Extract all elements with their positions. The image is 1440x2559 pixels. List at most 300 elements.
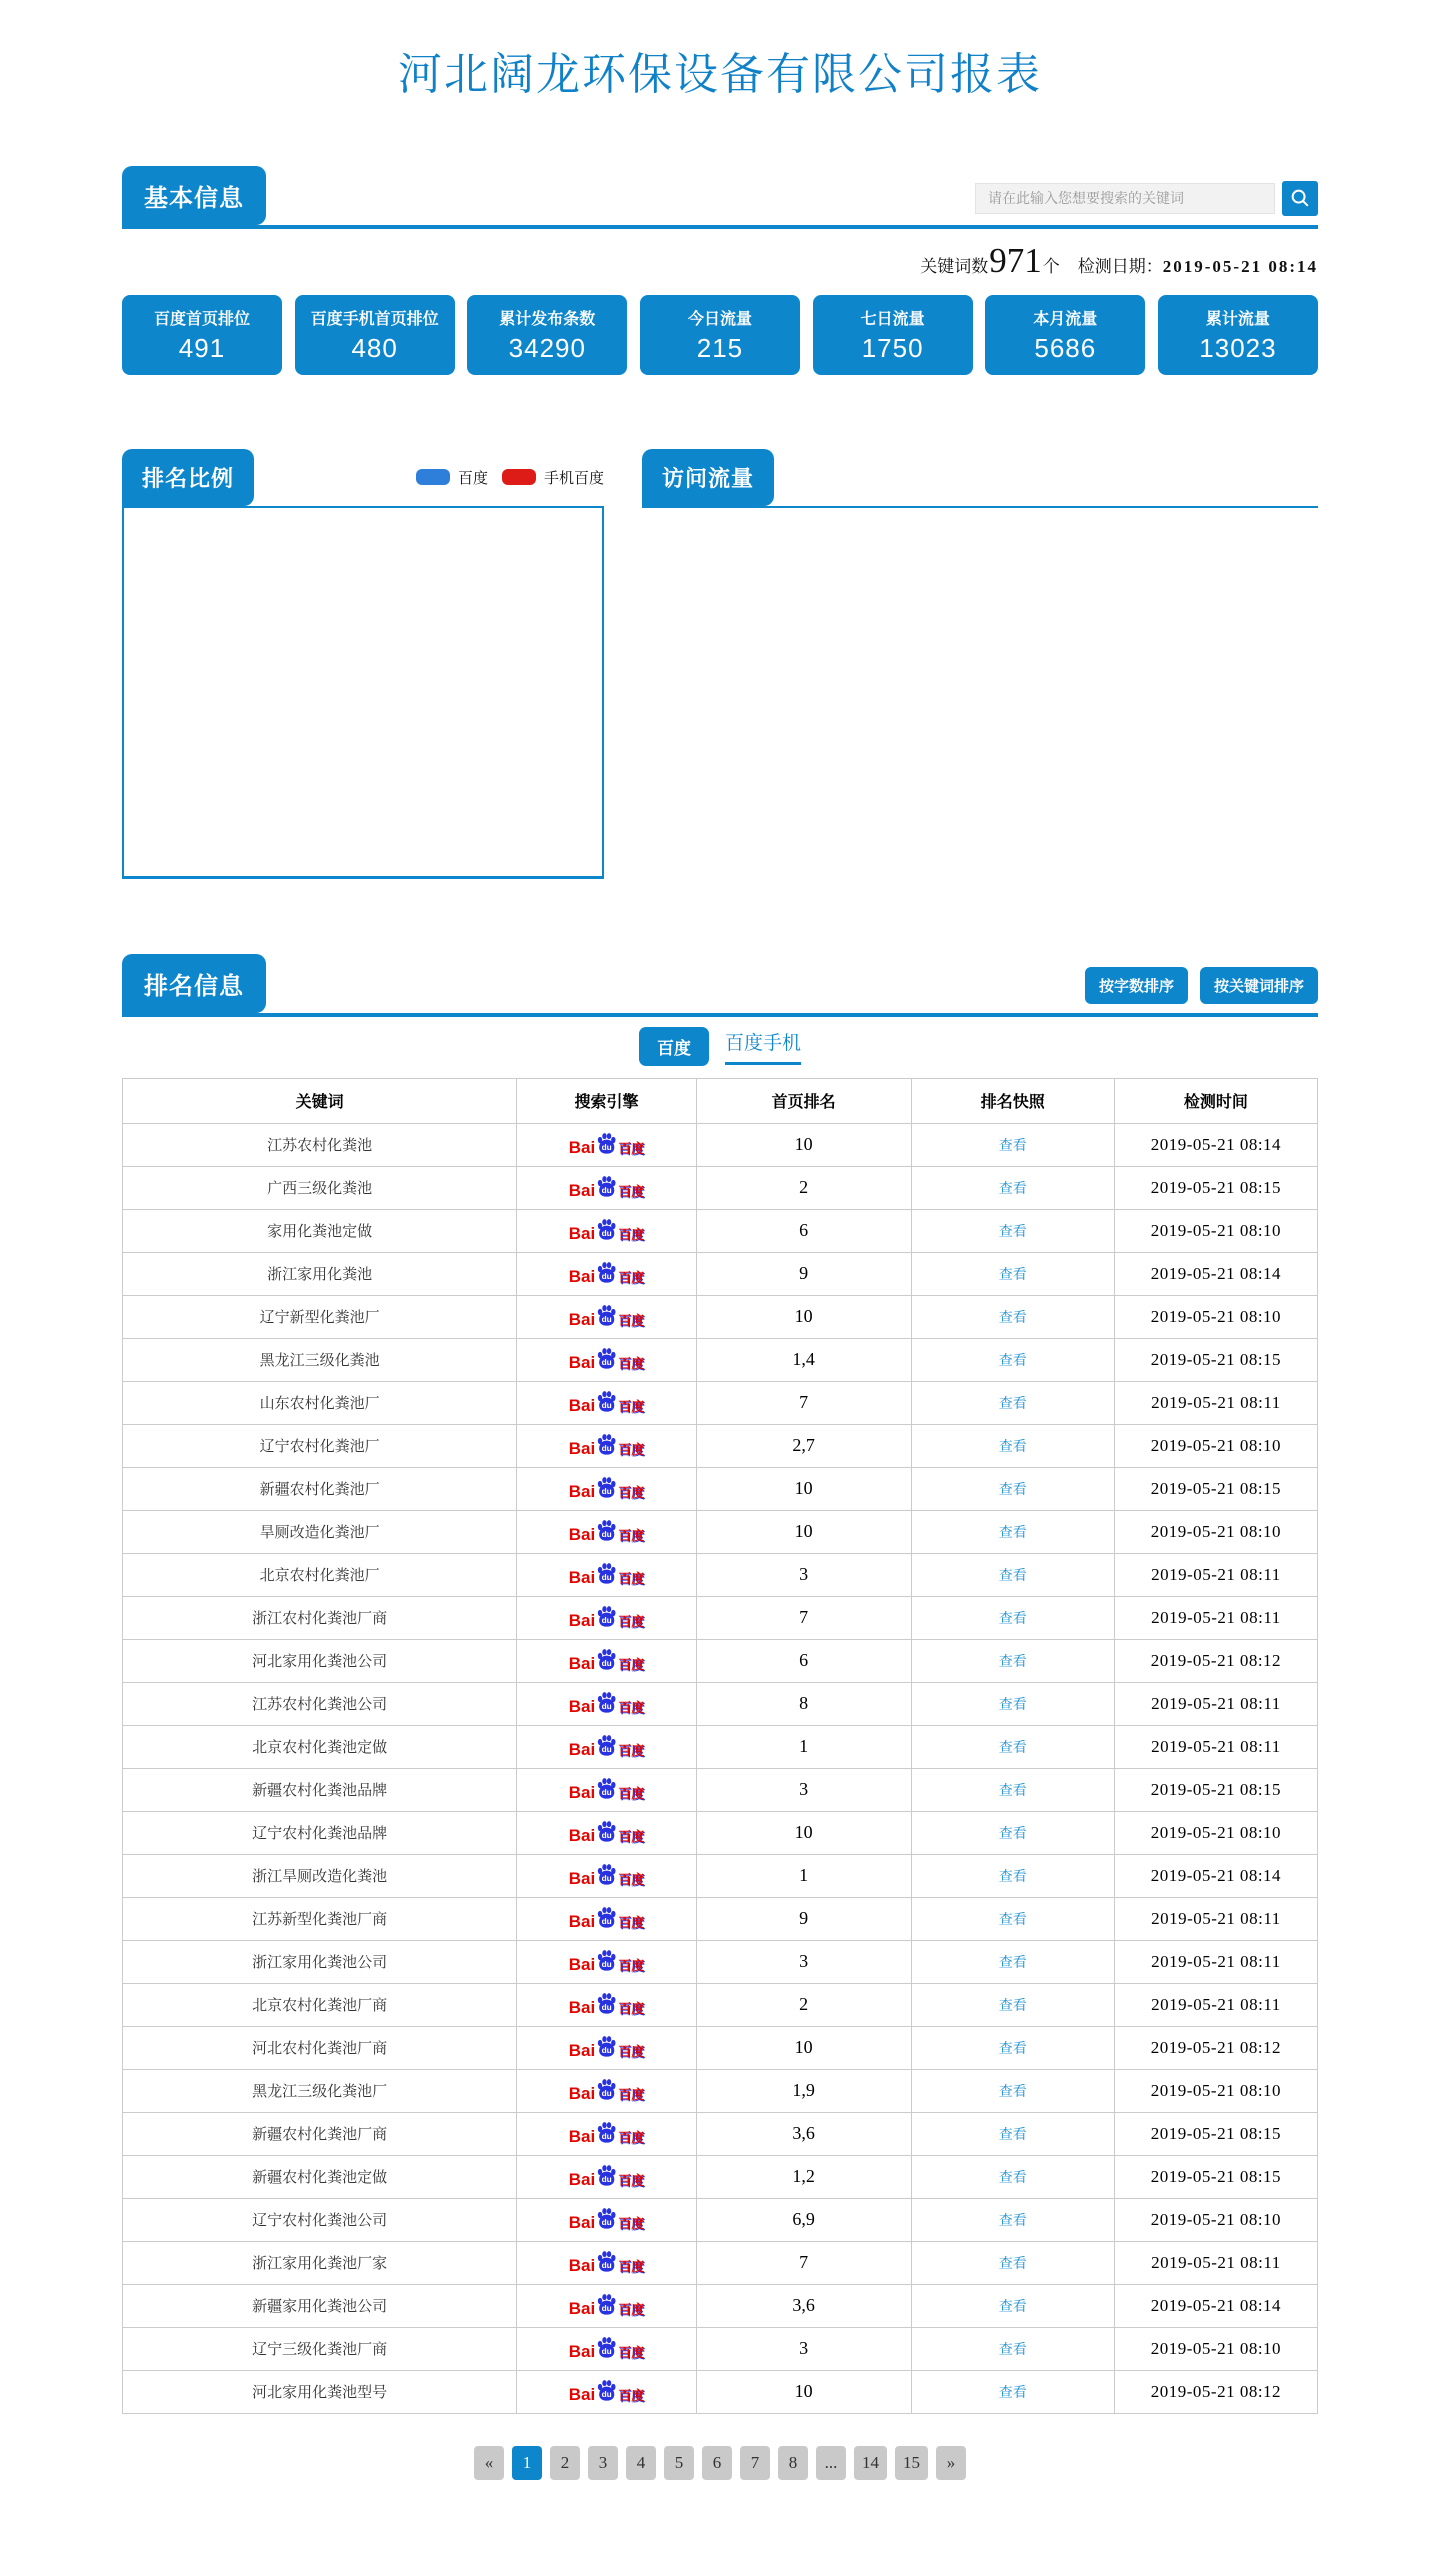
legend-label: 手机百度 (543, 469, 604, 487)
table-row (123, 1897, 1318, 1940)
engine-cell (517, 2241, 696, 2284)
tab-baidu-mobile[interactable]: 百度手机 (725, 1028, 801, 1065)
keyword-cell: 辽宁农村化粪池公司 (123, 2198, 517, 2241)
table-row (123, 1123, 1318, 1166)
keyword-cell: 江苏农村化粪池公司 (123, 1682, 517, 1725)
view-snapshot-link[interactable]: 查看 (998, 1437, 1027, 1454)
engine-cell (517, 1854, 696, 1897)
baidu-paw-icon (596, 2379, 617, 2405)
svg-text:du: du (601, 1786, 612, 1797)
snapshot-cell (911, 2370, 1114, 2413)
view-snapshot-link[interactable]: 查看 (998, 1652, 1027, 1669)
time-cell: 2019-05-21 08:15 (1114, 1768, 1317, 1811)
view-snapshot-link[interactable]: 查看 (998, 1136, 1027, 1153)
engine-cell (517, 1897, 696, 1940)
baidu-logo-icon: Bai du 百度 (569, 1777, 644, 1803)
baidu-paw-icon (596, 1605, 617, 1631)
stat-value: 1750 (861, 332, 924, 363)
baidu-paw-icon (596, 1433, 617, 1459)
page-ellipsis[interactable]: ... (816, 2446, 846, 2480)
snapshot-cell (911, 1209, 1114, 1252)
baidu-paw-icon (596, 2250, 617, 2276)
view-snapshot-link[interactable]: 查看 (998, 1179, 1027, 1196)
baidu-logo-icon: Bai du 百度 (569, 1261, 644, 1287)
rank-cell: 2 (696, 1166, 911, 1209)
snapshot-cell (911, 2241, 1114, 2284)
rank-cell: 6 (696, 1639, 911, 1682)
ranking-ratio-panel (122, 449, 604, 879)
baidu-logo-icon: Bai du 百度 (569, 1734, 644, 1760)
snapshot-cell (911, 2327, 1114, 2370)
stat-label: 百度手机首页排位 (310, 310, 439, 328)
time-cell: 2019-05-21 08:15 (1114, 1338, 1317, 1381)
time-cell: 2019-05-21 08:14 (1114, 1854, 1317, 1897)
table-row (123, 1682, 1318, 1725)
table-header-row (123, 1078, 1318, 1123)
engine-cell (517, 2327, 696, 2370)
snapshot-cell (911, 2155, 1114, 2198)
summary-line (122, 240, 1318, 280)
engine-cell (517, 1424, 696, 1467)
engine-cell (517, 1209, 696, 1252)
keyword-cell: 浙江旱厕改造化粪池 (123, 1854, 517, 1897)
baidu-logo-icon: Bai du 百度 (569, 1906, 644, 1932)
rank-cell: 1 (696, 1854, 911, 1897)
keyword-cell: 广西三级化粪池 (123, 1166, 517, 1209)
engine-cell (517, 1510, 696, 1553)
view-snapshot-link[interactable]: 查看 (998, 1265, 1027, 1282)
view-snapshot-link[interactable]: 查看 (998, 1566, 1027, 1583)
svg-text:du: du (601, 2130, 612, 2141)
table-row (123, 2069, 1318, 2112)
snapshot-cell (911, 2026, 1114, 2069)
rank-cell: 6,9 (696, 2198, 911, 2241)
rank-cell: 1,2 (696, 2155, 911, 2198)
table-row (123, 2284, 1318, 2327)
time-cell: 2019-05-21 08:11 (1114, 2241, 1317, 2284)
stat-value: 5686 (1034, 332, 1097, 363)
view-snapshot-link[interactable]: 查看 (998, 2211, 1027, 2228)
table-row (123, 2198, 1318, 2241)
view-snapshot-link[interactable]: 查看 (998, 1308, 1027, 1325)
view-snapshot-link[interactable]: 查看 (998, 2254, 1027, 2271)
legend-item (502, 467, 604, 488)
view-snapshot-link[interactable]: 查看 (998, 2168, 1027, 2185)
baidu-paw-icon (596, 1820, 617, 1846)
basic-info-section (122, 166, 1318, 375)
keyword-cell: 浙江家用化粪池厂家 (123, 2241, 517, 2284)
time-cell: 2019-05-21 08:12 (1114, 2370, 1317, 2413)
page-button-2[interactable]: 2 (550, 2446, 580, 2480)
baidu-logo-icon: Bai du 百度 (569, 2336, 644, 2362)
view-snapshot-link[interactable]: 查看 (998, 1609, 1027, 1626)
stat-value: 215 (696, 332, 744, 363)
engine-cell (517, 1940, 696, 1983)
keyword-cell: 新疆农村化粪池厂商 (123, 2112, 517, 2155)
time-cell: 2019-05-21 08:10 (1114, 1209, 1317, 1252)
engine-cell (517, 1553, 696, 1596)
view-snapshot-link[interactable]: 查看 (998, 1781, 1027, 1798)
keyword-cell: 河北家用化粪池型号 (123, 2370, 517, 2413)
baidu-paw-icon (596, 1390, 617, 1416)
baidu-logo-icon: Bai du 百度 (569, 2164, 644, 2190)
baidu-paw-icon (596, 1906, 617, 1932)
col-header-time: 检测时间 (1114, 1078, 1317, 1123)
snapshot-cell (911, 2284, 1114, 2327)
time-cell: 2019-05-21 08:10 (1114, 1811, 1317, 1854)
page-button-14[interactable]: 14 (854, 2446, 887, 2480)
table-row (123, 1811, 1318, 1854)
snapshot-cell (911, 1467, 1114, 1510)
engine-cell (517, 1811, 696, 1854)
engine-cell (517, 2198, 696, 2241)
search-area (975, 181, 1318, 216)
ranking-ratio-chart (122, 506, 604, 879)
baidu-paw-icon (596, 1175, 617, 1201)
view-snapshot-link[interactable]: 查看 (998, 1480, 1027, 1497)
svg-text:du: du (601, 1614, 612, 1625)
engine-cell (517, 1295, 696, 1338)
keyword-cell: 浙江农村化粪池厂商 (123, 1596, 517, 1639)
baidu-logo-icon: Bai du 百度 (569, 1605, 644, 1631)
col-header-keyword: 关键词 (123, 1078, 517, 1123)
svg-text:du: du (601, 1485, 612, 1496)
snapshot-cell (911, 1252, 1114, 1295)
ranking-info-section (122, 954, 1318, 2480)
view-snapshot-link[interactable]: 查看 (998, 2082, 1027, 2099)
time-cell: 2019-05-21 08:11 (1114, 1983, 1317, 2026)
engine-cell (517, 2112, 696, 2155)
baidu-paw-icon (596, 1132, 617, 1158)
baidu-paw-icon (596, 2035, 617, 2061)
keyword-cell: 浙江家用化粪池公司 (123, 1940, 517, 1983)
baidu-logo-icon: Bai du 百度 (569, 1476, 644, 1502)
baidu-paw-icon (596, 1261, 617, 1287)
stat-card (640, 295, 800, 375)
rank-cell: 3 (696, 2327, 911, 2370)
time-cell: 2019-05-21 08:11 (1114, 1596, 1317, 1639)
view-snapshot-link[interactable]: 查看 (998, 1738, 1027, 1755)
view-snapshot-link[interactable]: 查看 (998, 2297, 1027, 2314)
view-snapshot-link[interactable]: 查看 (998, 2039, 1027, 2056)
table-row (123, 1725, 1318, 1768)
basic-info-header (122, 166, 1318, 229)
table-row (123, 2112, 1318, 2155)
page-prev-button[interactable]: « (474, 2446, 504, 2480)
stat-card (295, 295, 455, 375)
svg-text:du: du (601, 1356, 612, 1367)
rank-cell: 3 (696, 1553, 911, 1596)
table-row (123, 1166, 1318, 1209)
baidu-logo-icon: Bai du 百度 (569, 1132, 644, 1158)
svg-text:du: du (601, 1571, 612, 1582)
keyword-cell: 黑龙江三级化粪池厂 (123, 2069, 517, 2112)
table-row (123, 2241, 1318, 2284)
snapshot-cell (911, 1639, 1114, 1682)
keyword-cell: 北京农村化粪池厂商 (123, 1983, 517, 2026)
svg-text:du: du (601, 2173, 612, 2184)
page-next-button[interactable]: » (936, 2446, 966, 2480)
svg-text:du: du (601, 1657, 612, 1668)
view-snapshot-link[interactable]: 查看 (998, 2383, 1027, 2400)
keyword-cell: 辽宁农村化粪池厂 (123, 1424, 517, 1467)
svg-text:du: du (601, 2216, 612, 2227)
svg-text:du: du (601, 2388, 612, 2399)
svg-text:du: du (601, 1829, 612, 1840)
page-button-5[interactable]: 5 (664, 2446, 694, 2480)
page-button-3[interactable]: 3 (588, 2446, 618, 2480)
svg-text:du: du (601, 2001, 612, 2012)
svg-text:du: du (601, 1700, 612, 1711)
baidu-paw-icon (596, 2121, 617, 2147)
traffic-panel (642, 449, 1318, 508)
keyword-count-unit: 个 (1042, 256, 1060, 276)
svg-text:du: du (601, 2044, 612, 2055)
table-row (123, 1209, 1318, 1252)
view-snapshot-link[interactable]: 查看 (998, 2340, 1027, 2357)
legend-item (416, 467, 488, 488)
page-button-1[interactable]: 1 (512, 2446, 542, 2480)
table-row (123, 2327, 1318, 2370)
legend-swatch (416, 469, 450, 485)
baidu-logo-icon: Bai du 百度 (569, 1390, 644, 1416)
baidu-paw-icon (596, 1304, 617, 1330)
chart-legend (402, 467, 604, 488)
view-snapshot-link[interactable]: 查看 (998, 1824, 1027, 1841)
baidu-logo-icon: Bai du 百度 (569, 1648, 644, 1674)
baidu-logo-icon: Bai du 百度 (569, 2035, 644, 2061)
keyword-cell: 新疆家用化粪池公司 (123, 2284, 517, 2327)
keyword-cell: 家用化粪池定做 (123, 1209, 517, 1252)
table-row (123, 1252, 1318, 1295)
svg-text:du: du (601, 1399, 612, 1410)
ranking-table (122, 1078, 1318, 2414)
rank-cell: 10 (696, 1295, 911, 1338)
table-row (123, 1338, 1318, 1381)
keyword-cell: 旱厕改造化粪池厂 (123, 1510, 517, 1553)
snapshot-cell (911, 1295, 1114, 1338)
rank-cell: 8 (696, 1682, 911, 1725)
rank-cell: 9 (696, 1252, 911, 1295)
baidu-logo-icon: Bai du 百度 (569, 2293, 644, 2319)
view-snapshot-link[interactable]: 查看 (998, 1394, 1027, 1411)
engine-cell (517, 1252, 696, 1295)
baidu-paw-icon (596, 2078, 617, 2104)
stat-card (122, 295, 282, 375)
page-button-4[interactable]: 4 (626, 2446, 656, 2480)
time-cell: 2019-05-21 08:11 (1114, 1553, 1317, 1596)
keyword-cell: 辽宁新型化粪池厂 (123, 1295, 517, 1338)
svg-text:du: du (601, 1528, 612, 1539)
page-button-7[interactable]: 7 (740, 2446, 770, 2480)
rank-cell: 3 (696, 1768, 911, 1811)
search-input[interactable] (975, 183, 1275, 214)
tab-ranking-ratio: 排名比例 (122, 449, 254, 506)
engine-cell (517, 2069, 696, 2112)
baidu-logo-icon: Bai du 百度 (569, 2207, 644, 2233)
engine-cell (517, 1467, 696, 1510)
svg-text:du: du (601, 1227, 612, 1238)
engine-cell (517, 1725, 696, 1768)
snapshot-cell (911, 2198, 1114, 2241)
baidu-paw-icon (596, 1691, 617, 1717)
keyword-cell: 山东农村化粪池厂 (123, 1381, 517, 1424)
rank-cell: 7 (696, 1596, 911, 1639)
baidu-logo-icon: Bai du 百度 (569, 1175, 644, 1201)
table-row (123, 2155, 1318, 2198)
rank-cell: 3 (696, 1940, 911, 1983)
page-button-8[interactable]: 8 (778, 2446, 808, 2480)
baidu-paw-icon (596, 1863, 617, 1889)
engine-cell (517, 1768, 696, 1811)
legend-label: 百度 (457, 469, 488, 487)
view-snapshot-link[interactable]: 查看 (998, 1910, 1027, 1927)
table-body (123, 1123, 1318, 2413)
keyword-count-label: 关键词数 (920, 256, 989, 276)
baidu-paw-icon (596, 1734, 617, 1760)
svg-text:du: du (601, 1915, 612, 1926)
stat-label: 七日流量 (860, 310, 925, 328)
stat-value: 480 (351, 332, 398, 363)
view-snapshot-link[interactable]: 查看 (998, 1351, 1027, 1368)
rank-cell: 3,6 (696, 2284, 911, 2327)
snapshot-cell (911, 1725, 1114, 1768)
time-cell: 2019-05-21 08:14 (1114, 2284, 1317, 2327)
time-cell: 2019-05-21 08:15 (1114, 2155, 1317, 2198)
stat-label: 累计流量 (1205, 310, 1270, 328)
engine-tabs (122, 1027, 1318, 1066)
search-icon (1289, 187, 1311, 209)
tab-baidu[interactable]: 百度 (639, 1027, 709, 1066)
time-cell: 2019-05-21 08:10 (1114, 2198, 1317, 2241)
snapshot-cell (911, 1897, 1114, 1940)
rank-cell: 10 (696, 2370, 911, 2413)
page-button-6[interactable]: 6 (702, 2446, 732, 2480)
time-cell: 2019-05-21 08:10 (1114, 1424, 1317, 1467)
snapshot-cell (911, 2112, 1114, 2155)
stat-value: 491 (178, 332, 226, 363)
time-cell: 2019-05-21 08:11 (1114, 1682, 1317, 1725)
keyword-cell: 河北农村化粪池厂商 (123, 2026, 517, 2069)
time-cell: 2019-05-21 08:14 (1114, 1123, 1317, 1166)
svg-text:du: du (601, 2087, 612, 2098)
snapshot-cell (911, 1854, 1114, 1897)
stat-card (1158, 295, 1318, 375)
baidu-paw-icon (596, 1648, 617, 1674)
baidu-logo-icon: Bai du 百度 (569, 1992, 644, 2018)
baidu-paw-icon (596, 1347, 617, 1373)
svg-text:du: du (601, 1313, 612, 1324)
rank-cell: 2 (696, 1983, 911, 2026)
baidu-paw-icon (596, 2293, 617, 2319)
stat-label: 百度首页排位 (153, 310, 250, 328)
snapshot-cell (911, 1940, 1114, 1983)
baidu-logo-icon: Bai du 百度 (569, 1347, 644, 1373)
snapshot-cell (911, 1510, 1114, 1553)
baidu-paw-icon (596, 1949, 617, 1975)
baidu-logo-icon: Bai du 百度 (569, 1218, 644, 1244)
page-button-15[interactable]: 15 (895, 2446, 928, 2480)
stat-card (985, 295, 1145, 375)
table-row (123, 1510, 1318, 1553)
time-cell: 2019-05-21 08:10 (1114, 1510, 1317, 1553)
ranking-info-header (122, 954, 1318, 1017)
time-cell: 2019-05-21 08:10 (1114, 2327, 1317, 2370)
view-snapshot-link[interactable]: 查看 (998, 1996, 1027, 2013)
table-row (123, 1295, 1318, 1338)
view-snapshot-link[interactable]: 查看 (998, 1953, 1027, 1970)
snapshot-cell (911, 1596, 1114, 1639)
baidu-logo-icon: Bai du 百度 (569, 2121, 644, 2147)
snapshot-cell (911, 1338, 1114, 1381)
engine-cell (517, 1166, 696, 1209)
stat-label: 本月流量 (1033, 310, 1098, 328)
sort-by-keyword-button[interactable]: 按关键词排序 (1200, 967, 1318, 1004)
view-snapshot-link[interactable]: 查看 (998, 1222, 1027, 1239)
search-button[interactable] (1282, 181, 1318, 216)
engine-cell (517, 2155, 696, 2198)
sort-by-wordcount-button[interactable]: 按字数排序 (1085, 967, 1188, 1004)
keyword-cell: 北京农村化粪池厂 (123, 1553, 517, 1596)
snapshot-cell (911, 1553, 1114, 1596)
keyword-cell: 新疆农村化粪池品牌 (123, 1768, 517, 1811)
baidu-logo-icon: Bai du 百度 (569, 2250, 644, 2276)
keyword-cell: 黑龙江三级化粪池 (123, 1338, 517, 1381)
table-row (123, 2370, 1318, 2413)
svg-text:du: du (601, 2302, 612, 2313)
stat-value: 34290 (508, 332, 586, 363)
table-row (123, 2026, 1318, 2069)
keyword-cell: 河北家用化粪池公司 (123, 1639, 517, 1682)
snapshot-cell (911, 1424, 1114, 1467)
view-snapshot-link[interactable]: 查看 (998, 2125, 1027, 2142)
rank-cell: 3,6 (696, 2112, 911, 2155)
table-row (123, 1983, 1318, 2026)
rank-cell: 1 (696, 1725, 911, 1768)
stat-value: 13023 (1199, 332, 1277, 363)
snapshot-cell (911, 1811, 1114, 1854)
rank-cell: 1,4 (696, 1338, 911, 1381)
baidu-paw-icon (596, 1992, 617, 2018)
engine-cell (517, 2026, 696, 2069)
engine-cell (517, 2370, 696, 2413)
time-cell: 2019-05-21 08:10 (1114, 2069, 1317, 2112)
svg-text:du: du (601, 1872, 612, 1883)
keyword-cell: 江苏农村化粪池 (123, 1123, 517, 1166)
time-cell: 2019-05-21 08:10 (1114, 1295, 1317, 1338)
stat-card (813, 295, 973, 375)
keyword-cell: 新疆农村化粪池定做 (123, 2155, 517, 2198)
engine-cell (517, 1123, 696, 1166)
snapshot-cell (911, 1768, 1114, 1811)
table-row (123, 1424, 1318, 1467)
view-snapshot-link[interactable]: 查看 (998, 1867, 1027, 1884)
stat-label: 累计发布条数 (499, 310, 596, 328)
keyword-cell: 浙江家用化粪池 (123, 1252, 517, 1295)
table-row (123, 1940, 1318, 1983)
view-snapshot-link[interactable]: 查看 (998, 1523, 1027, 1540)
baidu-paw-icon (596, 1562, 617, 1588)
table-row (123, 1768, 1318, 1811)
engine-cell (517, 1338, 696, 1381)
time-cell: 2019-05-21 08:15 (1114, 1467, 1317, 1510)
view-snapshot-link[interactable]: 查看 (998, 1695, 1027, 1712)
baidu-paw-icon (596, 2336, 617, 2362)
snapshot-cell (911, 1166, 1114, 1209)
time-cell: 2019-05-21 08:14 (1114, 1252, 1317, 1295)
rank-cell: 9 (696, 1897, 911, 1940)
keyword-cell: 江苏新型化粪池厂商 (123, 1897, 517, 1940)
